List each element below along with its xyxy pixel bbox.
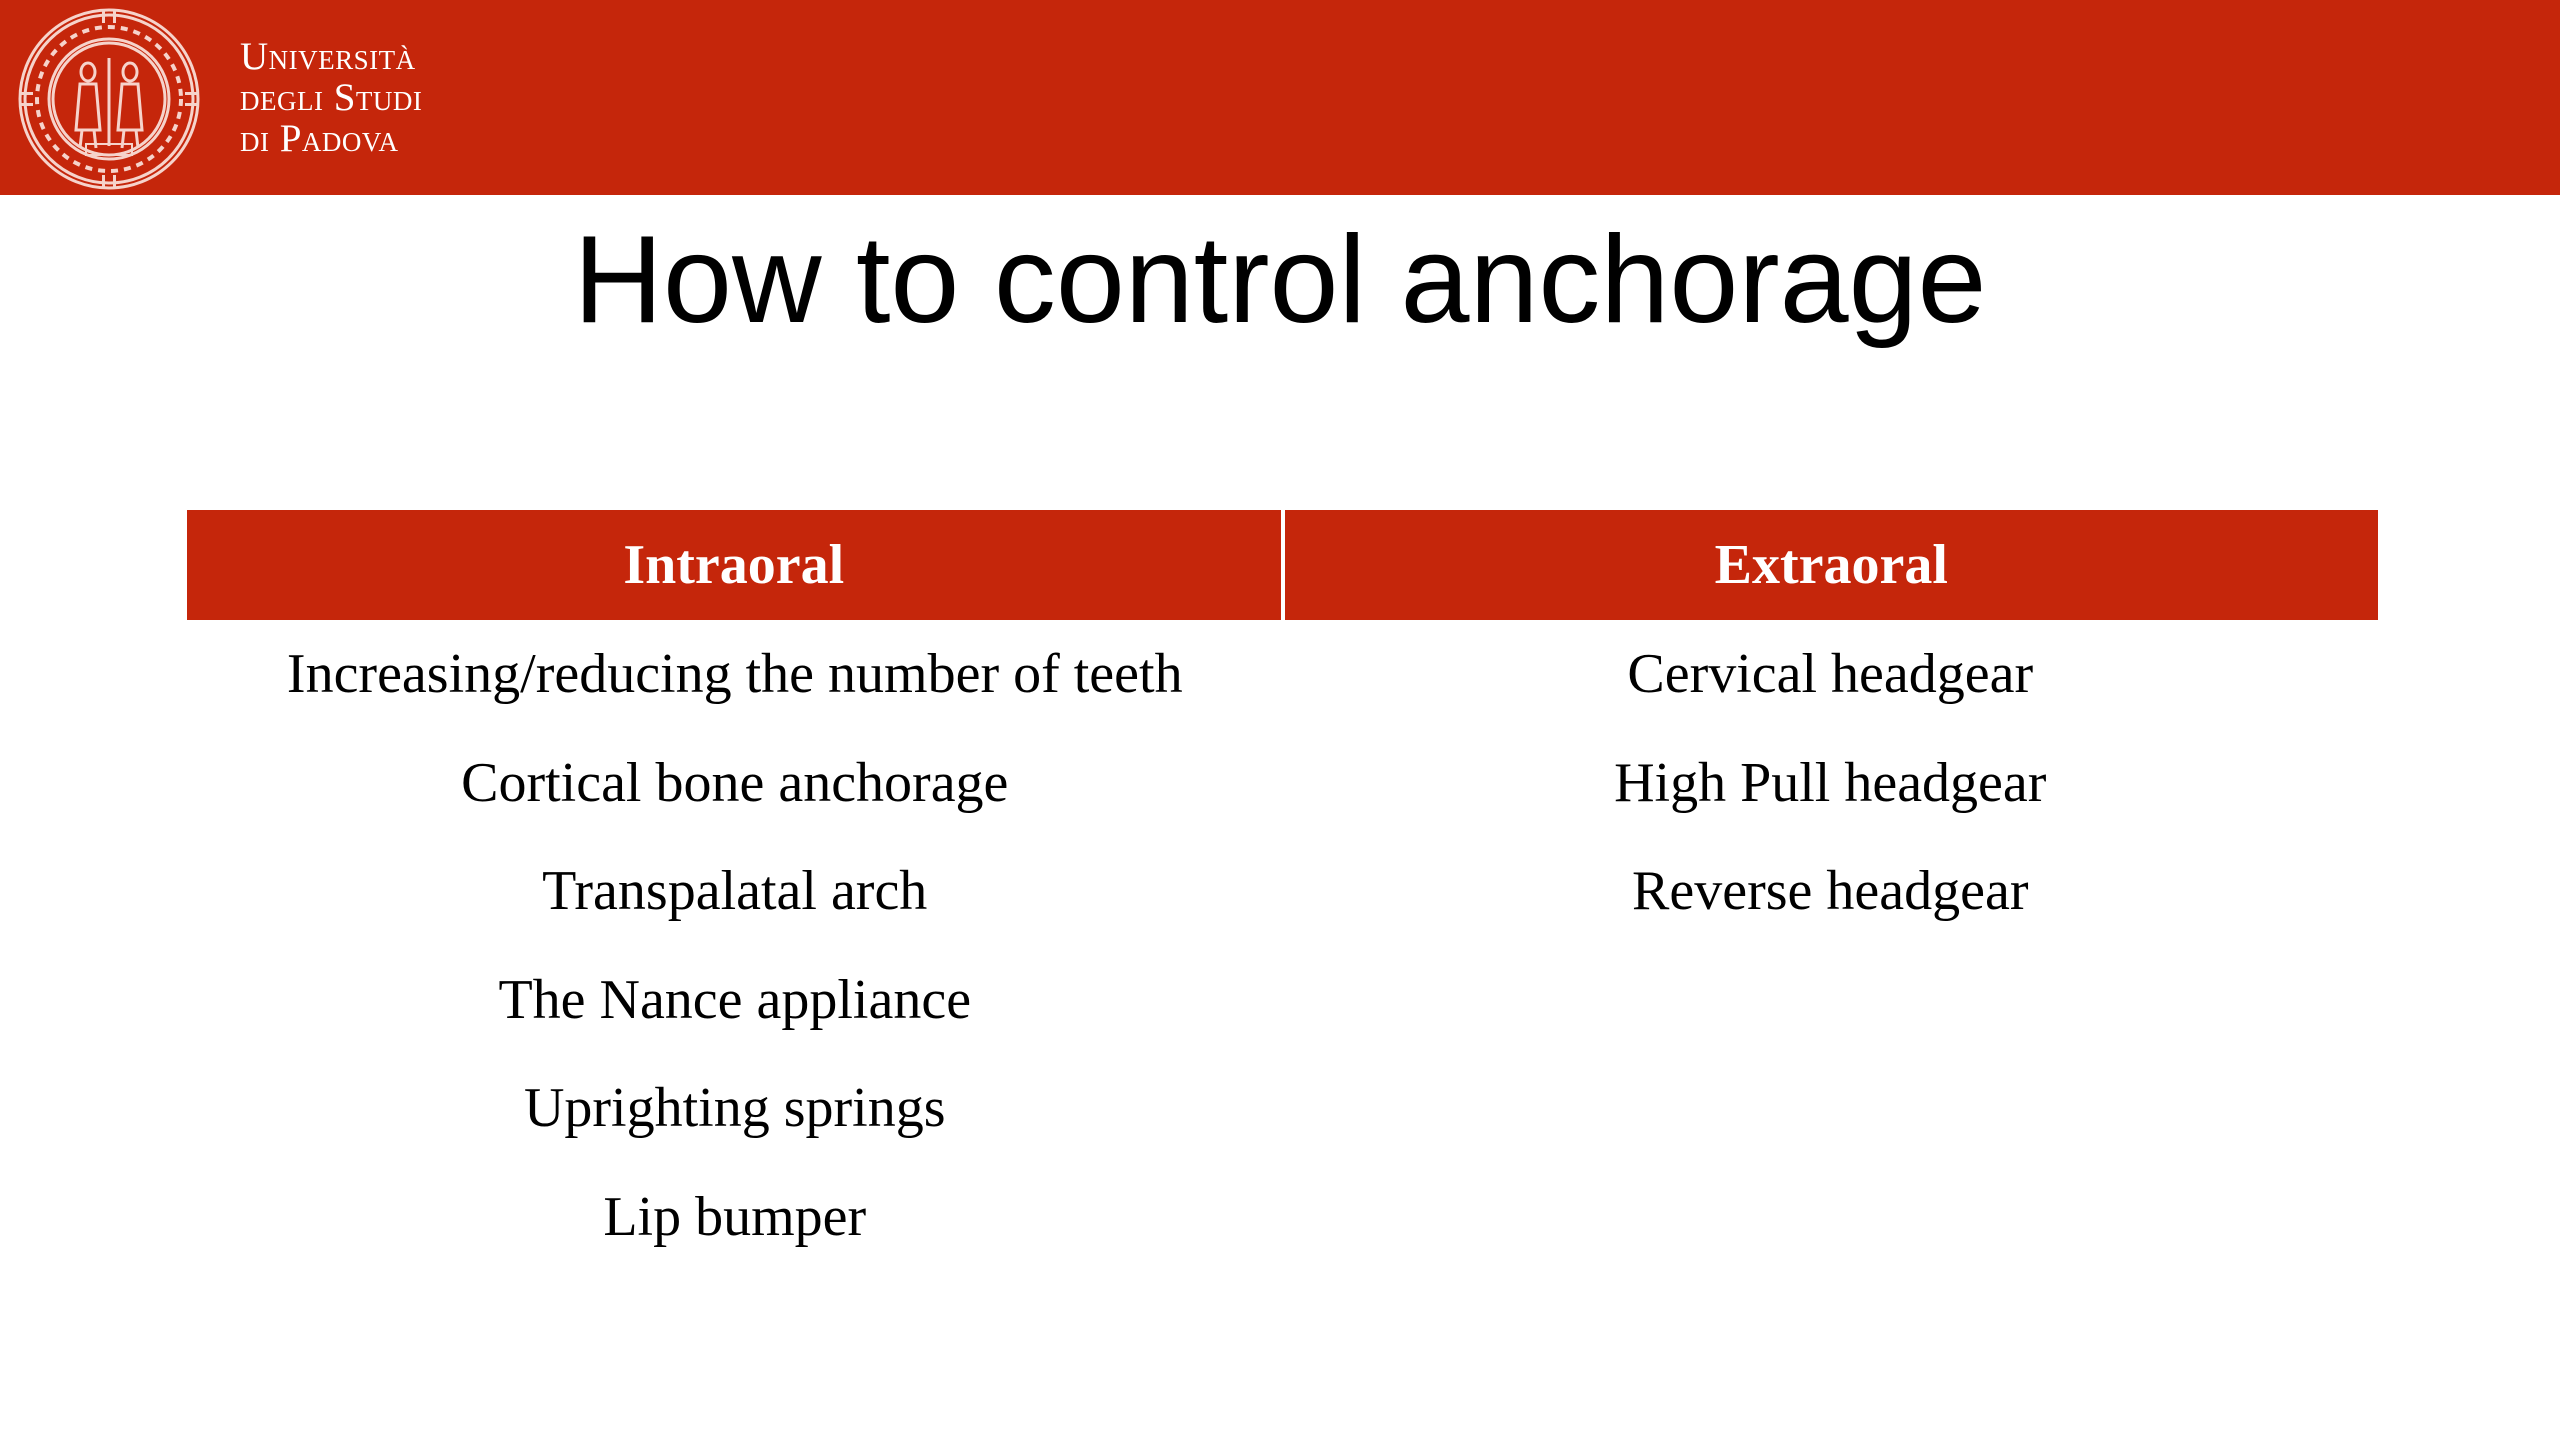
university-name bbox=[240, 36, 422, 159]
university-name-line: degli Studi bbox=[240, 76, 423, 119]
table-cell: The Nance appliance bbox=[498, 968, 972, 1031]
column-header-intraoral: Intraoral bbox=[187, 510, 1283, 620]
header-bar bbox=[0, 0, 2560, 195]
table-cell: Lip bumper bbox=[603, 1185, 867, 1248]
table-cell bbox=[1283, 1163, 2379, 1272]
table-cell bbox=[1283, 946, 2379, 1055]
table-cell: Increasing/reducing the number of teeth bbox=[286, 643, 1183, 706]
table-cell: High Pull headgear bbox=[1614, 751, 2047, 814]
table-cell: Cervical headgear bbox=[1627, 643, 2034, 706]
table-cell: Reverse headgear bbox=[1632, 860, 2029, 923]
table-row bbox=[187, 946, 2378, 1055]
university-name-line: Università bbox=[240, 35, 416, 78]
anchorage-table bbox=[187, 510, 2378, 1271]
university-seal-icon bbox=[16, 6, 202, 192]
table-header-row bbox=[187, 510, 2378, 620]
university-name-line: di Padova bbox=[240, 117, 399, 160]
table-row bbox=[187, 1163, 2378, 1272]
column-header-extraoral: Extraoral bbox=[1283, 510, 2379, 620]
table-cell bbox=[1283, 1054, 2379, 1163]
slide-title: How to control anchorage bbox=[573, 211, 1987, 349]
table-row bbox=[187, 620, 2378, 729]
table-row bbox=[187, 729, 2378, 838]
table-row bbox=[187, 837, 2378, 946]
table-cell: Cortical bone anchorage bbox=[461, 751, 1009, 814]
table-row bbox=[187, 1054, 2378, 1163]
table-cell: Uprighting springs bbox=[523, 1077, 946, 1140]
table-cell: Transpalatal arch bbox=[542, 860, 928, 923]
